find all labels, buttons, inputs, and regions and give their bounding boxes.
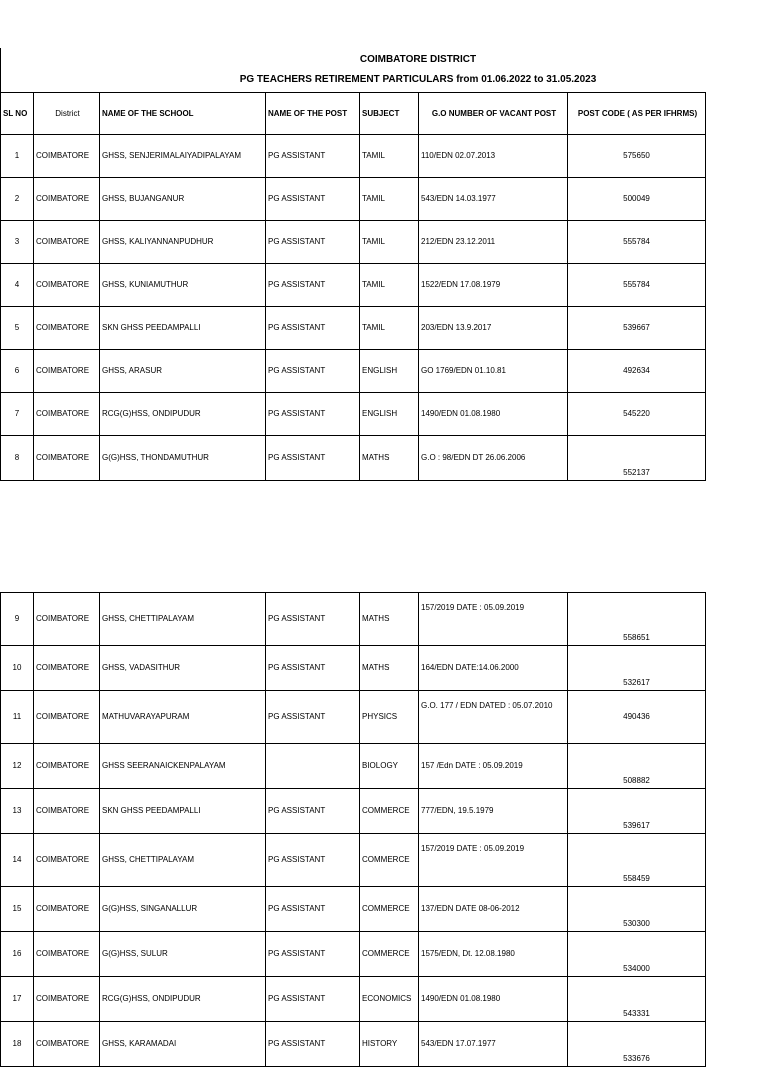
- cell-sl-no: 1: [1, 135, 34, 178]
- cell-post: PG ASSISTANT: [266, 834, 360, 887]
- cell-school: GHSS, CHETTIPALAYAM: [100, 593, 266, 646]
- cell-post: PG ASSISTANT: [266, 350, 360, 393]
- cell-district: COIMBATORE: [34, 393, 100, 436]
- table-row: [1, 593, 706, 646]
- cell-go-number: 777/EDN, 19.5.1979: [419, 789, 568, 834]
- table-row: [1, 834, 706, 887]
- cell-sl-no: 9: [1, 593, 34, 646]
- cell-subject: TAMIL: [360, 264, 419, 307]
- cell-district: COIMBATORE: [34, 834, 100, 887]
- cell-subject: COMMERCE: [360, 834, 419, 887]
- cell-subject: COMMERCE: [360, 887, 419, 932]
- cell-school: GHSS, KALIYANNANPUDHUR: [100, 221, 266, 264]
- cell-sl-no: 11: [1, 691, 34, 744]
- cell-go-number: 110/EDN 02.07.2013: [419, 135, 568, 178]
- cell-post-code: 533676: [568, 1022, 706, 1067]
- table-row: [1, 221, 706, 264]
- cell-school: SKN GHSS PEEDAMPALLI: [100, 789, 266, 834]
- cell-post: PG ASSISTANT: [266, 646, 360, 691]
- cell-district: COIMBATORE: [34, 887, 100, 932]
- cell-school: MATHUVARAYAPURAM: [100, 691, 266, 744]
- cell-post: PG ASSISTANT: [266, 436, 360, 481]
- cell-subject: ENGLISH: [360, 350, 419, 393]
- cell-school: RCG(G)HSS, ONDIPUDUR: [100, 977, 266, 1022]
- document-title: COIMBATORE DISTRICT: [359, 54, 477, 65]
- table-row: [1, 1022, 706, 1067]
- cell-school: G(G)HSS, SULUR: [100, 932, 266, 977]
- cell-sl-no: 7: [1, 393, 34, 436]
- cell-sl-no: 3: [1, 221, 34, 264]
- table-row: [1, 178, 706, 221]
- cell-go-number: 157/2019 DATE : 05.09.2019: [419, 593, 568, 646]
- cell-subject: ECONOMICS: [360, 977, 419, 1022]
- cell-post-code: 539667: [568, 307, 706, 350]
- cell-post: PG ASSISTANT: [266, 932, 360, 977]
- cell-post-code: 508882: [568, 744, 706, 789]
- cell-go-number: 157 /Edn DATE : 05.09.2019: [419, 744, 568, 789]
- cell-subject: MATHS: [360, 646, 419, 691]
- cell-go-number: 543/EDN 14.03.1977: [419, 178, 568, 221]
- cell-post: PG ASSISTANT: [266, 178, 360, 221]
- cell-subject: MATHS: [360, 436, 419, 481]
- cell-go-number: 137/EDN DATE 08-06-2012: [419, 887, 568, 932]
- retirement-table-part1: [0, 92, 706, 481]
- cell-school: SKN GHSS PEEDAMPALLI: [100, 307, 266, 350]
- header-subject: SUBJECT: [360, 93, 419, 135]
- header-sl-no: SL NO: [1, 93, 34, 135]
- cell-subject: COMMERCE: [360, 932, 419, 977]
- table-row: [1, 744, 706, 789]
- table-header-row: [1, 93, 706, 135]
- cell-school: GHSS, VADASITHUR: [100, 646, 266, 691]
- cell-district: COIMBATORE: [34, 932, 100, 977]
- cell-go-number: 543/EDN 17.07.1977: [419, 1022, 568, 1067]
- cell-post-code: 539617: [568, 789, 706, 834]
- cell-school: GHSS, SENJERIMALAIYADIPALAYAM: [100, 135, 266, 178]
- cell-district: COIMBATORE: [34, 135, 100, 178]
- cell-post: [266, 744, 360, 789]
- cell-school: GHSS, BUJANGANUR: [100, 178, 266, 221]
- cell-post: PG ASSISTANT: [266, 135, 360, 178]
- cell-district: COIMBATORE: [34, 350, 100, 393]
- table-row: [1, 350, 706, 393]
- cell-district: COIMBATORE: [34, 178, 100, 221]
- table-row: [1, 436, 706, 481]
- cell-go-number: 212/EDN 23.12.2011: [419, 221, 568, 264]
- cell-school: GHSS, KARAMADAI: [100, 1022, 266, 1067]
- cell-sl-no: 16: [1, 932, 34, 977]
- cell-sl-no: 8: [1, 436, 34, 481]
- cell-sl-no: 15: [1, 887, 34, 932]
- cell-sl-no: 14: [1, 834, 34, 887]
- table-row: [1, 932, 706, 977]
- table-row: [1, 646, 706, 691]
- cell-sl-no: 17: [1, 977, 34, 1022]
- cell-go-number: 1575/EDN, Dt. 12.08.1980: [419, 932, 568, 977]
- table-row: [1, 135, 706, 178]
- cell-post: PG ASSISTANT: [266, 307, 360, 350]
- table-row: [1, 887, 706, 932]
- cell-school: G(G)HSS, THONDAMUTHUR: [100, 436, 266, 481]
- retirement-table-part2: [0, 592, 706, 1067]
- cell-sl-no: 2: [1, 178, 34, 221]
- table-row: [1, 393, 706, 436]
- cell-post-code: 500049: [568, 178, 706, 221]
- cell-post-code: 545220: [568, 393, 706, 436]
- table-row: [1, 264, 706, 307]
- cell-post-code: 555784: [568, 221, 706, 264]
- cell-post-code: 558651: [568, 593, 706, 646]
- cell-school: GHSS, KUNIAMUTHUR: [100, 264, 266, 307]
- cell-post-code: 490436: [568, 691, 706, 744]
- cell-sl-no: 12: [1, 744, 34, 789]
- cell-sl-no: 18: [1, 1022, 34, 1067]
- cell-sl-no: 10: [1, 646, 34, 691]
- table-row: [1, 691, 706, 744]
- cell-post: PG ASSISTANT: [266, 221, 360, 264]
- cell-district: COIMBATORE: [34, 436, 100, 481]
- cell-post: PG ASSISTANT: [266, 1022, 360, 1067]
- cell-go-number: 157/2019 DATE : 05.09.2019: [419, 834, 568, 887]
- cell-district: COIMBATORE: [34, 789, 100, 834]
- cell-go-number: 1490/EDN 01.08.1980: [419, 393, 568, 436]
- cell-post-code: 558459: [568, 834, 706, 887]
- cell-district: COIMBATORE: [34, 593, 100, 646]
- header-district: District: [34, 93, 100, 135]
- cell-district: COIMBATORE: [34, 1022, 100, 1067]
- cell-subject: COMMERCE: [360, 789, 419, 834]
- cell-go-number: GO 1769/EDN 01.10.81: [419, 350, 568, 393]
- cell-sl-no: 5: [1, 307, 34, 350]
- cell-subject: ENGLISH: [360, 393, 419, 436]
- table-body-part2: [1, 593, 706, 1067]
- cell-district: COIMBATORE: [34, 646, 100, 691]
- header-go-number: G.O NUMBER OF VACANT POST: [419, 93, 568, 135]
- table-body-part1: [1, 135, 706, 481]
- cell-school: GHSS SEERANAICKENPALAYAM: [100, 744, 266, 789]
- cell-subject: TAMIL: [360, 307, 419, 350]
- cell-subject: TAMIL: [360, 178, 419, 221]
- cell-go-number: G.O. 177 / EDN DATED : 05.07.2010: [419, 691, 568, 744]
- cell-district: COIMBATORE: [34, 221, 100, 264]
- cell-post-code: 532617: [568, 646, 706, 691]
- cell-go-number: 1522/EDN 17.08.1979: [419, 264, 568, 307]
- header-school: NAME OF THE SCHOOL: [100, 93, 266, 135]
- cell-go-number: 1490/EDN 01.08.1980: [419, 977, 568, 1022]
- cell-subject: TAMIL: [360, 221, 419, 264]
- cell-district: COIMBATORE: [34, 307, 100, 350]
- cell-post: PG ASSISTANT: [266, 887, 360, 932]
- cell-subject: HISTORY: [360, 1022, 419, 1067]
- table-row: [1, 307, 706, 350]
- cell-post-code: 530300: [568, 887, 706, 932]
- cell-post: PG ASSISTANT: [266, 691, 360, 744]
- cell-go-number: G.O : 98/EDN DT 26.06.2006: [419, 436, 568, 481]
- cell-post-code: 552137: [568, 436, 706, 481]
- cell-go-number: 203/EDN 13.9.2017: [419, 307, 568, 350]
- cell-post: PG ASSISTANT: [266, 393, 360, 436]
- cell-go-number: 164/EDN DATE:14.06.2000: [419, 646, 568, 691]
- cell-post-code: 555784: [568, 264, 706, 307]
- cell-post: PG ASSISTANT: [266, 593, 360, 646]
- cell-post-code: 492634: [568, 350, 706, 393]
- cell-school: GHSS, ARASUR: [100, 350, 266, 393]
- cell-district: COIMBATORE: [34, 977, 100, 1022]
- cell-subject: MATHS: [360, 593, 419, 646]
- cell-subject: BIOLOGY: [360, 744, 419, 789]
- cell-school: G(G)HSS, SINGANALLUR: [100, 887, 266, 932]
- cell-district: COIMBATORE: [34, 744, 100, 789]
- cell-sl-no: 13: [1, 789, 34, 834]
- cell-sl-no: 4: [1, 264, 34, 307]
- cell-post: PG ASSISTANT: [266, 977, 360, 1022]
- cell-district: COIMBATORE: [34, 691, 100, 744]
- header-post: NAME OF THE POST: [266, 93, 360, 135]
- cell-school: RCG(G)HSS, ONDIPUDUR: [100, 393, 266, 436]
- cell-post-code: 543331: [568, 977, 706, 1022]
- document-subtitle: PG TEACHERS RETIREMENT PARTICULARS from 01.06.2022 to 31.05.2023: [239, 74, 597, 85]
- cell-post-code: 534000: [568, 932, 706, 977]
- cell-school: GHSS, CHETTIPALAYAM: [100, 834, 266, 887]
- table-row: [1, 977, 706, 1022]
- cell-sl-no: 6: [1, 350, 34, 393]
- header-post-code: POST CODE ( AS PER IFHRMS): [568, 93, 706, 135]
- cell-district: COIMBATORE: [34, 264, 100, 307]
- cell-post: PG ASSISTANT: [266, 789, 360, 834]
- cell-post-code: 575650: [568, 135, 706, 178]
- table-row: [1, 789, 706, 834]
- cell-subject: TAMIL: [360, 135, 419, 178]
- cell-subject: PHYSICS: [360, 691, 419, 744]
- cell-post: PG ASSISTANT: [266, 264, 360, 307]
